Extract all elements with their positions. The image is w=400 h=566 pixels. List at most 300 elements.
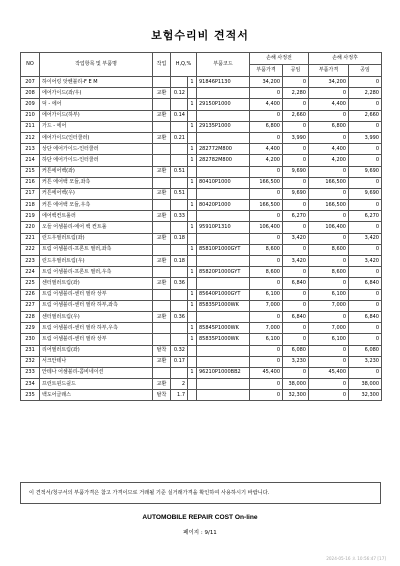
row-work: 교환 xyxy=(153,311,171,322)
row-item: 에어백컨트롤러 xyxy=(40,211,153,222)
row-after-labor: 0 xyxy=(349,222,382,233)
row-item: 트림 어셈블리-센터 필라 하부,좌측 xyxy=(40,300,153,311)
header-after-price: 부품가격 xyxy=(309,65,349,77)
footer-brand: AUTOMOBILE REPAIR COST On-line xyxy=(142,514,258,521)
row-after-price: 7,000 xyxy=(309,300,349,311)
row-code xyxy=(197,211,250,222)
row-no: 235 xyxy=(21,390,40,401)
row-before-labor: 0 xyxy=(283,144,309,155)
row-code: 282772M800 xyxy=(197,144,250,155)
row-before-labor: 3,990 xyxy=(283,132,309,143)
table-row xyxy=(21,233,382,244)
row-work xyxy=(153,77,171,88)
row-before-price: 0 xyxy=(250,233,283,244)
row-no: 233 xyxy=(21,367,40,378)
row-before-labor: 3,420 xyxy=(283,233,309,244)
table-row xyxy=(21,323,382,334)
row-before-labor: 32,300 xyxy=(283,390,309,401)
row-after-price: 0 xyxy=(309,132,349,143)
row-hq: 1.7 xyxy=(171,390,188,401)
table-row xyxy=(21,77,382,88)
row-before-price: 7,000 xyxy=(250,300,283,311)
row-item: 안테나 어셈블리-콤비네이션 xyxy=(40,367,153,378)
row-hq xyxy=(171,99,188,110)
row-work xyxy=(153,334,171,345)
row-work xyxy=(153,121,171,132)
row-hq xyxy=(171,367,188,378)
row-before-labor: 0 xyxy=(283,244,309,255)
page-title: 보험수리비 견적서 xyxy=(151,29,249,42)
row-code xyxy=(197,132,250,143)
row-after-price: 106,400 xyxy=(309,222,349,233)
row-after-price: 8,600 xyxy=(309,244,349,255)
row-work xyxy=(153,177,171,188)
row-after-labor: 0 xyxy=(349,121,382,132)
row-work: 교환 xyxy=(153,256,171,267)
page-number: 페이지 : 9/11 xyxy=(183,530,217,536)
row-item: 가드 - 에어 xyxy=(40,121,153,132)
row-work xyxy=(153,155,171,166)
row-qty: 1 xyxy=(188,222,197,233)
header-before-labor: 공임 xyxy=(283,65,309,77)
row-before-labor: 0 xyxy=(283,267,309,278)
row-code: 85835P1000WK xyxy=(197,334,250,345)
row-work: 교환 xyxy=(153,88,171,99)
table-row xyxy=(21,356,382,367)
row-item: 커튼에어백(좌) xyxy=(40,166,153,177)
row-before-price: 6,100 xyxy=(250,289,283,300)
row-after-labor: 0 xyxy=(349,77,382,88)
row-before-labor: 2,280 xyxy=(283,88,309,99)
row-qty xyxy=(188,256,197,267)
row-after-price: 0 xyxy=(309,233,349,244)
row-no: 231 xyxy=(21,345,40,356)
row-no: 210 xyxy=(21,110,40,121)
row-item: 커튼 에어백 모듈,우측 xyxy=(40,200,153,211)
row-hq xyxy=(171,200,188,211)
row-code xyxy=(197,390,250,401)
row-code xyxy=(197,311,250,322)
row-code xyxy=(197,278,250,289)
row-after-price: 0 xyxy=(309,256,349,267)
row-item: 하단 에어가이드-인터쿨러 xyxy=(40,155,153,166)
row-item: 트림 어셈블리-프론트 필러,우측 xyxy=(40,267,153,278)
row-no: 212 xyxy=(21,132,40,143)
row-before-labor: 0 xyxy=(283,121,309,132)
header-hq: H,Q,% xyxy=(171,53,197,77)
row-hq: 0.17 xyxy=(171,356,188,367)
row-item: 센터필러트림(좌) xyxy=(40,278,153,289)
header-item: 작업항목 및 부품명 xyxy=(40,53,153,77)
table-row xyxy=(21,289,382,300)
estimate-table xyxy=(20,52,382,401)
row-after-labor: 0 xyxy=(349,177,382,188)
row-after-price: 0 xyxy=(309,356,349,367)
header-no: NO xyxy=(21,53,40,77)
row-before-labor: 9,690 xyxy=(283,188,309,199)
row-qty xyxy=(188,233,197,244)
row-qty: 1 xyxy=(188,323,197,334)
row-before-price: 6,800 xyxy=(250,121,283,132)
row-after-price: 0 xyxy=(309,345,349,356)
row-before-price: 0 xyxy=(250,110,283,121)
row-after-labor: 0 xyxy=(349,300,382,311)
row-before-price: 6,100 xyxy=(250,334,283,345)
row-item: 트림 어셈블리-센터 필라 상부 xyxy=(40,334,153,345)
table-row xyxy=(21,367,382,378)
row-before-price: 34,200 xyxy=(250,77,283,88)
row-code: 282782M800 xyxy=(197,155,250,166)
row-item: 에어가이드(하부) xyxy=(40,110,153,121)
header-before: 손해 사정전 xyxy=(250,53,309,65)
row-no: 217 xyxy=(21,188,40,199)
row-qty: 1 xyxy=(188,367,197,378)
row-code xyxy=(197,379,250,390)
row-after-price: 0 xyxy=(309,188,349,199)
row-before-price: 0 xyxy=(250,311,283,322)
row-qty: 1 xyxy=(188,177,197,188)
row-before-labor: 0 xyxy=(283,222,309,233)
row-after-labor: 0 xyxy=(349,267,382,278)
row-qty: 1 xyxy=(188,144,197,155)
row-after-price: 166,500 xyxy=(309,200,349,211)
row-hq: 0.14 xyxy=(171,110,188,121)
row-before-labor: 0 xyxy=(283,367,309,378)
row-before-labor: 38,000 xyxy=(283,379,309,390)
row-before-labor: 0 xyxy=(283,155,309,166)
row-after-labor: 6,270 xyxy=(349,211,382,222)
row-after-price: 0 xyxy=(309,110,349,121)
header-before-price: 부품가격 xyxy=(250,65,283,77)
row-before-price: 0 xyxy=(250,211,283,222)
table-row xyxy=(21,200,382,211)
row-before-labor: 0 xyxy=(283,177,309,188)
row-before-labor: 0 xyxy=(283,334,309,345)
row-after-price: 4,200 xyxy=(309,155,349,166)
row-code: 85845P1000WK xyxy=(197,323,250,334)
row-code xyxy=(197,345,250,356)
row-no: 230 xyxy=(21,334,40,345)
row-after-price: 0 xyxy=(309,379,349,390)
row-after-labor: 3,420 xyxy=(349,233,382,244)
table-row xyxy=(21,188,382,199)
row-after-price: 6,800 xyxy=(309,121,349,132)
row-before-price: 0 xyxy=(250,278,283,289)
row-after-labor: 0 xyxy=(349,99,382,110)
row-no: 215 xyxy=(21,166,40,177)
row-before-price: 4,400 xyxy=(250,99,283,110)
table-row xyxy=(21,155,382,166)
row-before-labor: 0 xyxy=(283,323,309,334)
row-after-price: 0 xyxy=(309,211,349,222)
row-hq: 0.12 xyxy=(171,88,188,99)
row-code: 85810P1000GYT xyxy=(197,244,250,255)
table-row xyxy=(21,99,382,110)
table-row xyxy=(21,379,382,390)
row-before-price: 166,500 xyxy=(250,200,283,211)
row-item: 하이어링 앗쎈블리-F E M xyxy=(40,77,153,88)
row-item: 덕 - 에어 xyxy=(40,99,153,110)
row-after-price: 0 xyxy=(309,390,349,401)
row-after-price: 8,600 xyxy=(309,267,349,278)
row-before-price: 7,000 xyxy=(250,323,283,334)
table-row xyxy=(21,222,382,233)
row-hq xyxy=(171,244,188,255)
row-after-price: 4,400 xyxy=(309,99,349,110)
header-code: 부품코드 xyxy=(197,53,250,77)
row-before-price: 166,500 xyxy=(250,177,283,188)
table-row xyxy=(21,278,382,289)
row-work xyxy=(153,267,171,278)
row-work: 교환 xyxy=(153,211,171,222)
row-item: 런드우필러트림(좌) xyxy=(40,233,153,244)
row-work xyxy=(153,289,171,300)
row-qty: 1 xyxy=(188,267,197,278)
row-item: 프런트윈드쉴드 xyxy=(40,379,153,390)
row-no: 208 xyxy=(21,88,40,99)
header-work: 작업 xyxy=(153,53,171,77)
row-after-price: 34,200 xyxy=(309,77,349,88)
row-work: 탈착 xyxy=(153,390,171,401)
row-before-labor: 3,230 xyxy=(283,356,309,367)
row-before-labor: 6,080 xyxy=(283,345,309,356)
row-no: 225 xyxy=(21,278,40,289)
table-row xyxy=(21,300,382,311)
row-after-labor: 2,660 xyxy=(349,110,382,121)
row-code: 95910P1310 xyxy=(197,222,250,233)
row-no: 209 xyxy=(21,99,40,110)
row-qty xyxy=(188,211,197,222)
row-before-price: 0 xyxy=(250,356,283,367)
row-after-labor: 32,300 xyxy=(349,390,382,401)
row-before-price: 0 xyxy=(250,188,283,199)
row-after-price: 45,400 xyxy=(309,367,349,378)
row-hq: 0.18 xyxy=(171,256,188,267)
row-before-price: 4,400 xyxy=(250,144,283,155)
row-work xyxy=(153,200,171,211)
table-row xyxy=(21,88,382,99)
row-work xyxy=(153,144,171,155)
row-item: 에어가이드(좌/우) xyxy=(40,88,153,99)
row-no: 216 xyxy=(21,177,40,188)
row-code xyxy=(197,88,250,99)
row-code: 29135P1000 xyxy=(197,121,250,132)
row-work xyxy=(153,99,171,110)
row-after-labor: 3,990 xyxy=(349,132,382,143)
row-work xyxy=(153,222,171,233)
row-work: 교환 xyxy=(153,110,171,121)
row-no: 218 xyxy=(21,200,40,211)
row-after-price: 0 xyxy=(309,311,349,322)
row-before-price: 0 xyxy=(250,166,283,177)
row-hq: 0.32 xyxy=(171,345,188,356)
row-before-price: 45,400 xyxy=(250,367,283,378)
row-qty xyxy=(188,345,197,356)
row-after-price: 0 xyxy=(309,278,349,289)
row-work: 탈착 xyxy=(153,345,171,356)
row-item: 런드우필러트림(우) xyxy=(40,256,153,267)
estimate-rows xyxy=(21,77,382,401)
row-qty xyxy=(188,110,197,121)
row-no: 229 xyxy=(21,323,40,334)
row-work: 교환 xyxy=(153,166,171,177)
row-after-labor: 6,840 xyxy=(349,311,382,322)
row-qty xyxy=(188,379,197,390)
print-timestamp: 2024-05-16 오 10:56:47 [17] xyxy=(326,556,386,561)
table-row xyxy=(21,132,382,143)
table-row xyxy=(21,144,382,155)
row-hq xyxy=(171,121,188,132)
row-no: 214 xyxy=(21,155,40,166)
table-row xyxy=(21,177,382,188)
row-code: 91846P1130 xyxy=(197,77,250,88)
row-before-price: 0 xyxy=(250,390,283,401)
row-hq xyxy=(171,77,188,88)
row-after-labor: 0 xyxy=(349,323,382,334)
row-after-labor: 3,420 xyxy=(349,256,382,267)
row-after-price: 0 xyxy=(309,88,349,99)
row-no: 213 xyxy=(21,144,40,155)
row-qty xyxy=(188,132,197,143)
row-hq: 0.21 xyxy=(171,132,188,143)
row-after-labor: 38,000 xyxy=(349,379,382,390)
row-after-price: 7,000 xyxy=(309,323,349,334)
row-item: 에어가이드(인터쿨러) xyxy=(40,132,153,143)
table-row xyxy=(21,211,382,222)
row-code xyxy=(197,188,250,199)
table-row xyxy=(21,244,382,255)
row-code: 29150P1000 xyxy=(197,99,250,110)
table-row xyxy=(21,334,382,345)
row-qty: 1 xyxy=(188,334,197,345)
row-before-price: 106,400 xyxy=(250,222,283,233)
row-no: 227 xyxy=(21,300,40,311)
row-before-price: 4,200 xyxy=(250,155,283,166)
row-work: 교환 xyxy=(153,379,171,390)
row-qty: 1 xyxy=(188,99,197,110)
row-code: 96210P1000BB2 xyxy=(197,367,250,378)
table-row xyxy=(21,256,382,267)
row-before-labor: 0 xyxy=(283,200,309,211)
row-code: 80420P1000 xyxy=(197,200,250,211)
row-after-labor: 0 xyxy=(349,200,382,211)
row-before-price: 0 xyxy=(250,88,283,99)
row-qty xyxy=(188,311,197,322)
row-after-labor: 0 xyxy=(349,334,382,345)
row-no: 224 xyxy=(21,267,40,278)
row-hq xyxy=(171,300,188,311)
row-before-labor: 0 xyxy=(283,99,309,110)
row-before-labor: 6,840 xyxy=(283,311,309,322)
row-work xyxy=(153,300,171,311)
row-no: 234 xyxy=(21,379,40,390)
row-hq: 0.36 xyxy=(171,278,188,289)
row-no: 228 xyxy=(21,311,40,322)
row-before-price: 0 xyxy=(250,256,283,267)
row-before-price: 0 xyxy=(250,379,283,390)
table-row xyxy=(21,311,382,322)
row-before-labor: 0 xyxy=(283,300,309,311)
row-item: 센터필러트림(우) xyxy=(40,311,153,322)
table-row xyxy=(21,110,382,121)
row-before-price: 0 xyxy=(250,132,283,143)
row-item: 커튼 에어백 모듈,좌측 xyxy=(40,177,153,188)
row-item: 트림 어셈블리-센터 필라 상부 xyxy=(40,289,153,300)
table-row xyxy=(21,166,382,177)
row-work: 교환 xyxy=(153,132,171,143)
row-item: 오들 어셈블리-에어 백 컨트롤 xyxy=(40,222,153,233)
row-hq: 0.51 xyxy=(171,188,188,199)
row-qty: 1 xyxy=(188,289,197,300)
row-after-labor: 9,690 xyxy=(349,188,382,199)
row-qty xyxy=(188,356,197,367)
row-qty xyxy=(188,278,197,289)
row-work: 교환 xyxy=(153,188,171,199)
row-before-labor: 6,270 xyxy=(283,211,309,222)
row-after-labor: 0 xyxy=(349,244,382,255)
row-before-labor: 2,660 xyxy=(283,110,309,121)
row-after-labor: 0 xyxy=(349,155,382,166)
row-qty xyxy=(188,166,197,177)
row-before-price: 8,600 xyxy=(250,244,283,255)
row-after-labor: 0 xyxy=(349,289,382,300)
row-qty: 1 xyxy=(188,300,197,311)
row-after-price: 6,100 xyxy=(309,289,349,300)
row-no: 232 xyxy=(21,356,40,367)
row-item: 백도어글래스 xyxy=(40,390,153,401)
row-hq: 0.36 xyxy=(171,311,188,322)
row-after-labor: 9,690 xyxy=(349,166,382,177)
row-code: 80410P1000 xyxy=(197,177,250,188)
row-qty xyxy=(188,188,197,199)
row-no: 220 xyxy=(21,222,40,233)
row-item: 트림 어셈블리-프론트 필러,좌측 xyxy=(40,244,153,255)
row-no: 211 xyxy=(21,121,40,132)
row-work xyxy=(153,244,171,255)
price-notice: 이 견적서/청구서의 부품가격은 참고 가격이므로 거래될 기준 실거래가격을 확인하여 사용하시기 바랍니다. xyxy=(20,482,381,504)
row-work: 교환 xyxy=(153,233,171,244)
row-hq xyxy=(171,177,188,188)
row-after-labor: 6,840 xyxy=(349,278,382,289)
row-after-price: 166,500 xyxy=(309,177,349,188)
header-after: 손해 사정후 xyxy=(309,53,382,65)
row-before-price: 8,600 xyxy=(250,267,283,278)
row-no: 222 xyxy=(21,244,40,255)
table-row xyxy=(21,345,382,356)
row-no: 221 xyxy=(21,233,40,244)
row-before-labor: 0 xyxy=(283,289,309,300)
table-row xyxy=(21,121,382,132)
row-code xyxy=(197,166,250,177)
row-hq xyxy=(171,323,188,334)
row-code xyxy=(197,256,250,267)
row-after-labor: 0 xyxy=(349,367,382,378)
row-no: 219 xyxy=(21,211,40,222)
row-item: 커튼에어백(우) xyxy=(40,188,153,199)
row-hq xyxy=(171,155,188,166)
row-hq xyxy=(171,144,188,155)
row-code: 85835P1000WK xyxy=(197,300,250,311)
row-item: 트림 어셈블리-센터 필라 하부,우측 xyxy=(40,323,153,334)
row-after-price: 6,100 xyxy=(309,334,349,345)
row-code xyxy=(197,110,250,121)
row-qty: 1 xyxy=(188,200,197,211)
table-row xyxy=(21,267,382,278)
row-qty: 1 xyxy=(188,121,197,132)
row-work: 교환 xyxy=(153,356,171,367)
row-work xyxy=(153,367,171,378)
row-code: 85640P1000GYT xyxy=(197,289,250,300)
